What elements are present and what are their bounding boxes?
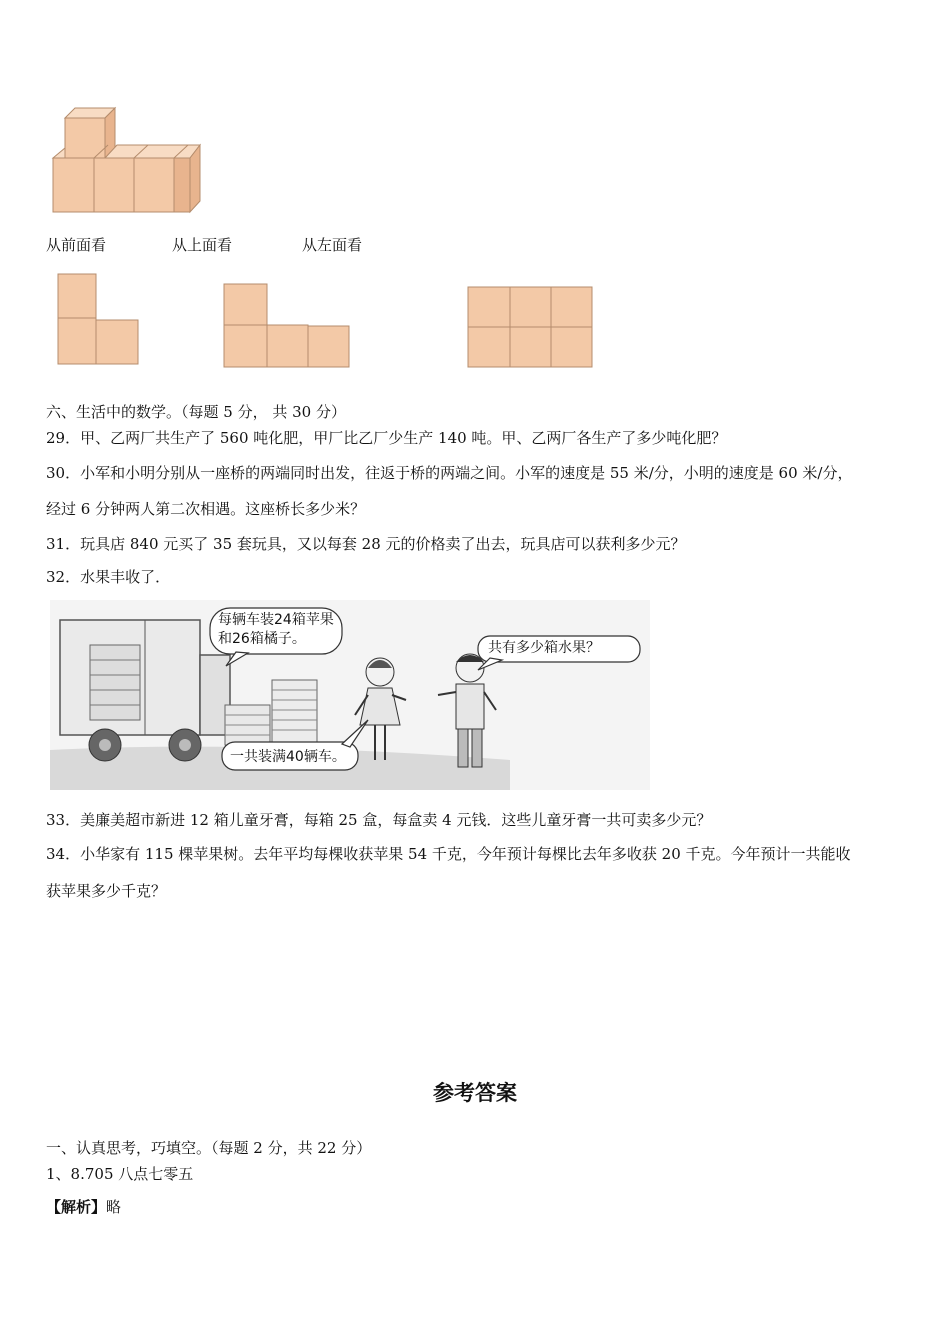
bubble-truck-load-line1: 每辆车装24箱苹果 xyxy=(218,612,334,628)
question-30-line1: 30．小军和小明分别从一座桥的两端同时出发，往返于桥的两端之间。小军的速度是 55 米/分，小明的速度是 60 米/分， xyxy=(46,464,853,482)
question-32: 32．水果丰收了． xyxy=(46,568,171,586)
bubble-forty-trucks: 一共装满40辆车。 xyxy=(230,749,346,765)
label-top-view: 从上面看 xyxy=(172,236,233,254)
bubble-question-total: 共有多少箱水果？ xyxy=(488,640,600,656)
top-view-shape xyxy=(222,282,352,370)
question-30-line2: 经过 6 分钟两人第二次相遇。这座桥长多少米？ xyxy=(46,500,366,518)
question-31: 31．玩具店 840 元买了 35 套玩具，又以每套 28 元的价格卖了出去，玩具店可以获利多少元？ xyxy=(46,535,686,553)
question-34-line1: 34．小华家有 115 棵苹果树。去年平均每棵收获苹果 54 千克，今年预计每棵比去年多收获 20 千克。今年预计一共能收 xyxy=(46,845,851,863)
analysis-text: 略 xyxy=(106,1198,122,1216)
label-left-view: 从左面看 xyxy=(302,236,363,254)
question-29: 29．甲、乙两厂共生产了 560 吨化肥，甲厂比乙厂少生产 140 吨。甲、乙两厂各生产了多少吨化肥？ xyxy=(46,429,727,447)
front-view-shape xyxy=(56,272,142,368)
label-front-view: 从前面看 xyxy=(46,236,107,254)
answers-title: 参考答案 xyxy=(433,1080,517,1105)
cube-stack-figure xyxy=(50,104,210,216)
bubble-truck-load-line2: 和26箱橘子。 xyxy=(218,631,306,647)
question-34-line2: 获苹果多少千克？ xyxy=(46,882,167,900)
section-heading-6: 六、生活中的数学。（每题 5 分， 共 30 分） xyxy=(46,403,346,421)
fruit-truck-illustration xyxy=(50,600,650,790)
question-33: 33．美廉美超市新进 12 箱儿童牙膏，每箱 25 盒，每盒卖 4 元钱．这些儿童牙膏一共可卖多少元？ xyxy=(46,811,712,829)
analysis-tag: 【解析】 xyxy=(46,1198,107,1216)
answers-section-1-heading: 一、认真思考，巧填空。（每题 2 分，共 22 分） xyxy=(46,1139,372,1157)
analysis-line xyxy=(46,1200,121,1215)
answer-1: 1、8.705 八点七零五 xyxy=(46,1165,194,1183)
left-view-shape xyxy=(466,285,594,369)
